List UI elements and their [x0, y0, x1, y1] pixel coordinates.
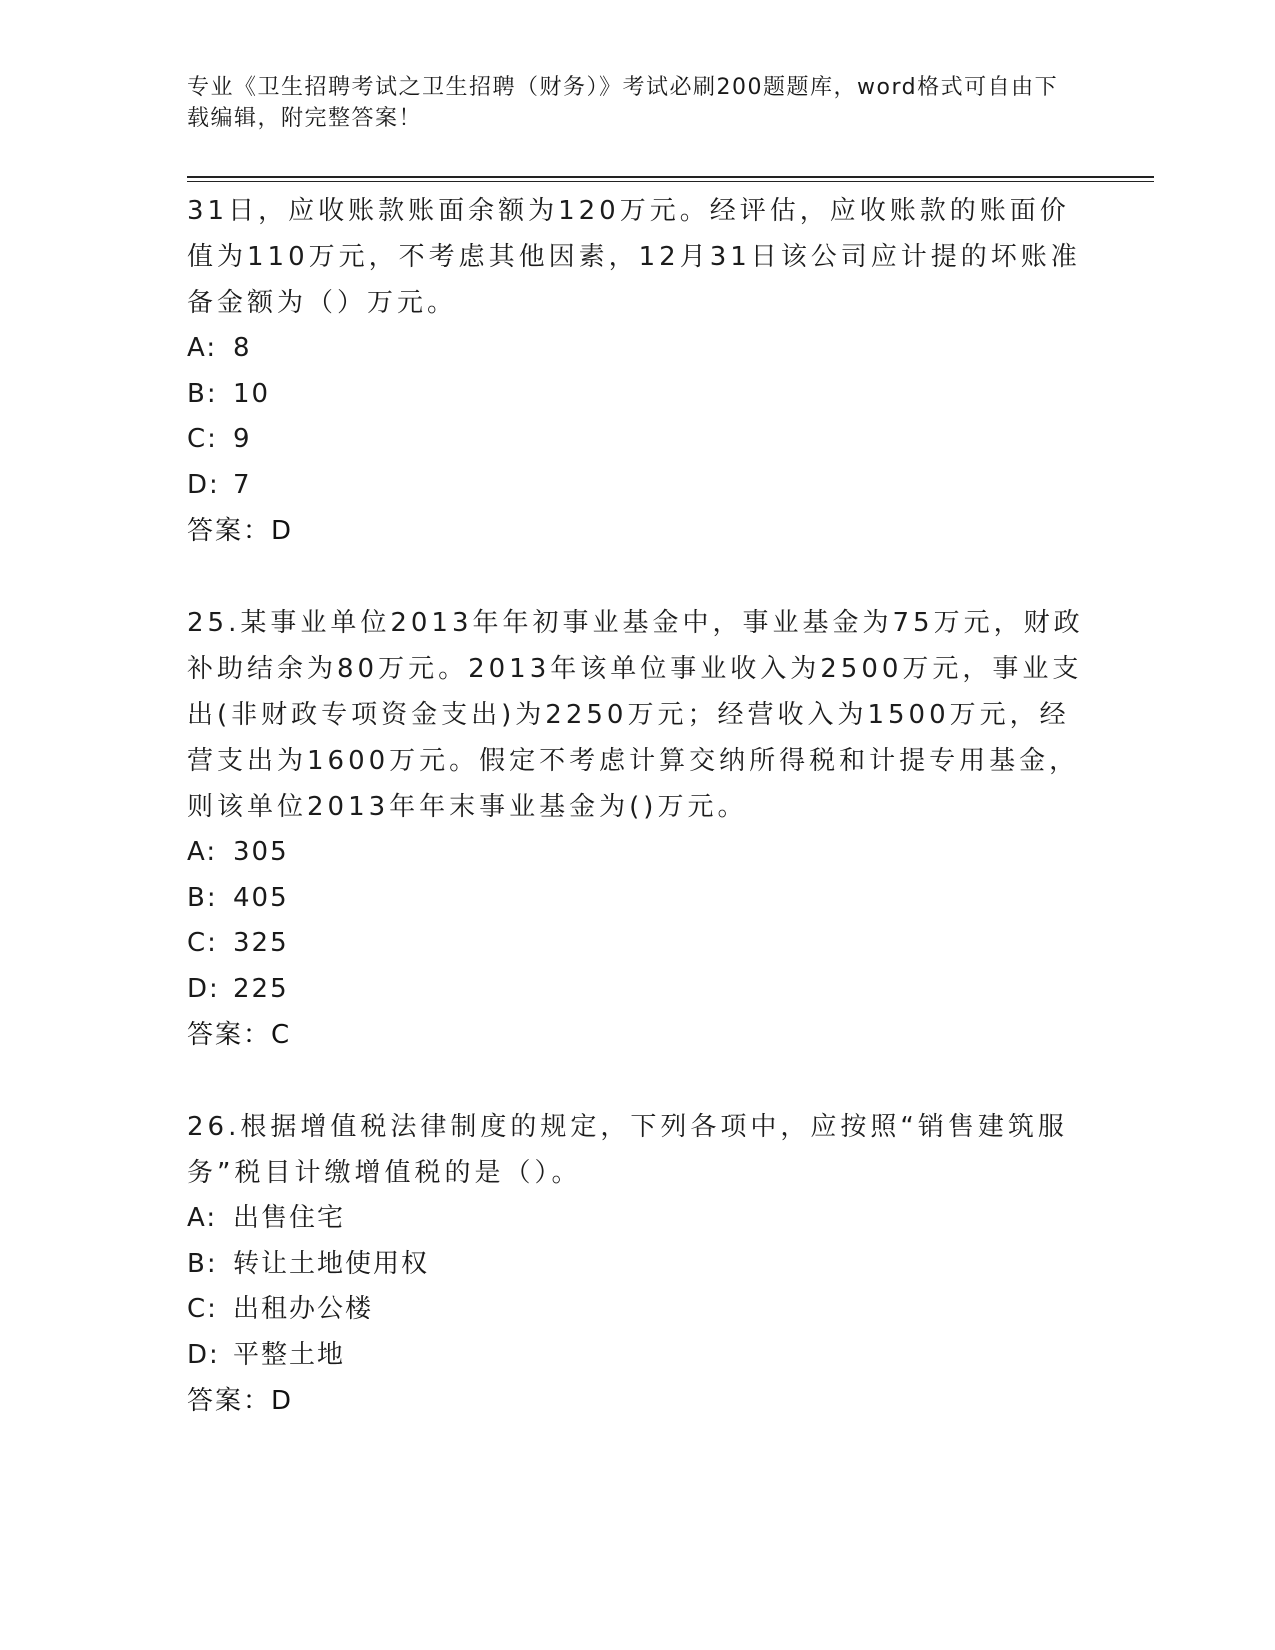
answer-line: 答案：D [187, 1386, 294, 1416]
header-rule-thick [187, 176, 1154, 178]
question-stem: 31日，应收账款账面余额为120万元。经评估，应收账款的账面价值为110万元，不考虑其他因素，12月31日该公司应计提的坏账准备金额为（）万元。 [187, 196, 1081, 318]
question-item [187, 1104, 1087, 1424]
option-key: B: [187, 882, 218, 913]
question-stem: 25.某事业单位2013年年初事业基金中，事业基金为75万元，财政补助结余为80万元。2013年该单位事业收入为2500万元，事业支出(非财政专项资金支出)为2250万元；经营收入为1500万元，经营支出为1600万元。假定不考虑计算交纳所得税和计提专用基金，则该单位2013年年末事业基金为()万元。 [187, 608, 1084, 822]
option-d [187, 1333, 1087, 1379]
option-text: 8 [233, 333, 252, 363]
option-key: C: [187, 928, 218, 958]
question-item [187, 188, 1087, 554]
option-c [187, 921, 1087, 967]
option-text: 325 [233, 928, 289, 958]
option-key: A: [187, 1203, 218, 1233]
option-c [187, 1287, 1087, 1333]
option-key: B: [187, 1248, 218, 1279]
option-b [187, 372, 1087, 418]
option-text: 平整土地 [233, 1339, 346, 1370]
option-text: 10 [233, 378, 271, 409]
option-text: 9 [233, 424, 252, 454]
answer-line: 答案：D [187, 516, 294, 546]
question-item [187, 600, 1087, 1058]
option-d [187, 967, 1087, 1013]
option-key: D: [187, 973, 220, 1004]
option-a [187, 830, 1087, 876]
document-header: 专业《卫生招聘考试之卫生招聘（财务）》考试必刷200题题库，word格式可自由下载编辑，附完整答案！ [187, 75, 1059, 131]
option-text: 305 [233, 837, 289, 867]
option-text: 出售住宅 [233, 1203, 346, 1233]
option-key: B: [187, 378, 218, 409]
option-key: D: [187, 469, 220, 500]
option-d [187, 463, 1087, 509]
option-text: 7 [233, 469, 252, 500]
question-list [187, 188, 1087, 1470]
option-text: 405 [233, 882, 289, 913]
header-rule-thin [187, 181, 1154, 182]
option-text: 转让土地使用权 [233, 1248, 430, 1279]
question-stem: 26.根据增值税法律制度的规定，下列各项中，应按照“销售建筑服务”税目计缴增值税的是（）。 [187, 1112, 1068, 1188]
option-b [187, 876, 1087, 922]
option-key: A: [187, 837, 218, 867]
option-key: C: [187, 424, 218, 454]
option-text: 225 [233, 973, 289, 1004]
option-key: C: [187, 1294, 218, 1324]
option-a [187, 326, 1087, 372]
option-b [187, 1242, 1087, 1288]
answer-line: 答案：C [187, 1020, 292, 1050]
option-key: A: [187, 333, 218, 363]
option-key: D: [187, 1339, 220, 1370]
option-a [187, 1196, 1087, 1242]
option-text: 出租办公楼 [233, 1294, 374, 1324]
option-c [187, 417, 1087, 463]
